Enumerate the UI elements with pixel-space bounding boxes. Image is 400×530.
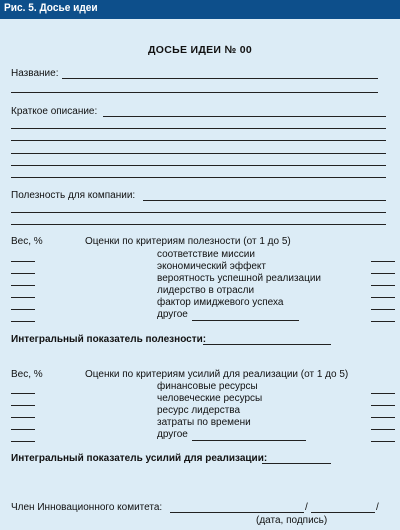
weight-blank[interactable]	[11, 321, 35, 322]
score-blank[interactable]	[371, 393, 395, 394]
weight-blank[interactable]	[11, 285, 35, 286]
effort-weight-label: Вес, %	[11, 369, 43, 380]
other-criterion-line[interactable]	[192, 440, 306, 441]
score-blank[interactable]	[371, 441, 395, 442]
usefulness-integral-label: Интегральный показатель полезности:	[11, 334, 207, 345]
criterion-label: затраты по времени	[157, 417, 251, 428]
criterion-label: ресурс лидерства	[157, 405, 241, 416]
criterion-label: вероятность успешной реализации	[157, 273, 322, 284]
member-name-line[interactable]	[170, 512, 304, 513]
usefulness-line-3[interactable]	[11, 224, 386, 225]
short-description-line-6[interactable]	[11, 177, 386, 178]
weight-blank[interactable]	[11, 417, 35, 418]
criterion-label: финансовые ресурсы	[157, 381, 258, 392]
short-description-line[interactable]	[103, 116, 386, 117]
score-blank[interactable]	[371, 429, 395, 430]
short-description-line-5[interactable]	[11, 165, 386, 166]
usefulness-integral-line[interactable]	[203, 344, 331, 345]
date-signature-line[interactable]	[311, 512, 375, 513]
weight-blank[interactable]	[11, 273, 35, 274]
short-description-line-2[interactable]	[11, 128, 386, 129]
usefulness-weight-label: Вес, %	[11, 236, 43, 247]
weight-blank[interactable]	[11, 429, 35, 430]
effort-integral-label: Интегральный показатель усилий для реализации:	[11, 453, 268, 464]
usefulness-label: Полезность для компании:	[11, 190, 136, 201]
weight-blank[interactable]	[11, 261, 35, 262]
criterion-label: экономический эффект	[157, 261, 266, 272]
weight-blank[interactable]	[11, 441, 35, 442]
criterion-label: другое	[157, 309, 188, 320]
other-criterion-line[interactable]	[192, 320, 299, 321]
weight-blank[interactable]	[11, 393, 35, 394]
short-description-line-3[interactable]	[11, 140, 386, 141]
weight-blank[interactable]	[11, 309, 35, 310]
usefulness-line[interactable]	[143, 200, 386, 201]
criterion-label: человеческие ресурсы	[157, 393, 263, 404]
usefulness-criteria-heading: Оценки по критериям полезности (от 1 до 5)	[85, 236, 291, 247]
criterion-label: лидерство в отрасли	[157, 285, 255, 296]
score-blank[interactable]	[371, 417, 395, 418]
name-line-2[interactable]	[11, 92, 378, 93]
separator-slash: /	[305, 502, 308, 513]
score-blank[interactable]	[371, 321, 395, 322]
score-blank[interactable]	[371, 405, 395, 406]
weight-blank[interactable]	[11, 297, 35, 298]
name-label: Название:	[11, 68, 59, 79]
signature-label: Член Инновационного комитета:	[11, 502, 163, 513]
criterion-label: соответствие миссии	[157, 249, 255, 260]
criterion-label: другое	[157, 429, 188, 440]
figure-header	[0, 0, 400, 19]
document-title: ДОСЬЕ ИДЕИ № 00	[148, 44, 252, 56]
score-blank[interactable]	[371, 297, 395, 298]
name-line[interactable]	[62, 78, 378, 79]
score-blank[interactable]	[371, 273, 395, 274]
date-signature-caption: (дата, подпись)	[256, 515, 328, 526]
score-blank[interactable]	[371, 309, 395, 310]
short-description-line-4[interactable]	[11, 153, 386, 154]
score-blank[interactable]	[371, 261, 395, 262]
score-blank[interactable]	[371, 285, 395, 286]
usefulness-line-2[interactable]	[11, 212, 386, 213]
effort-criteria-heading: Оценки по критериям усилий для реализации (от 1 до 5)	[85, 369, 349, 380]
figure-caption: Рис. 5. Досье идеи	[4, 2, 98, 14]
criterion-label: фактор имиджевого успеха	[157, 297, 284, 308]
separator-slash: /	[376, 502, 379, 513]
weight-blank[interactable]	[11, 405, 35, 406]
short-description-label: Краткое описание:	[11, 106, 98, 117]
effort-integral-line[interactable]	[262, 463, 331, 464]
